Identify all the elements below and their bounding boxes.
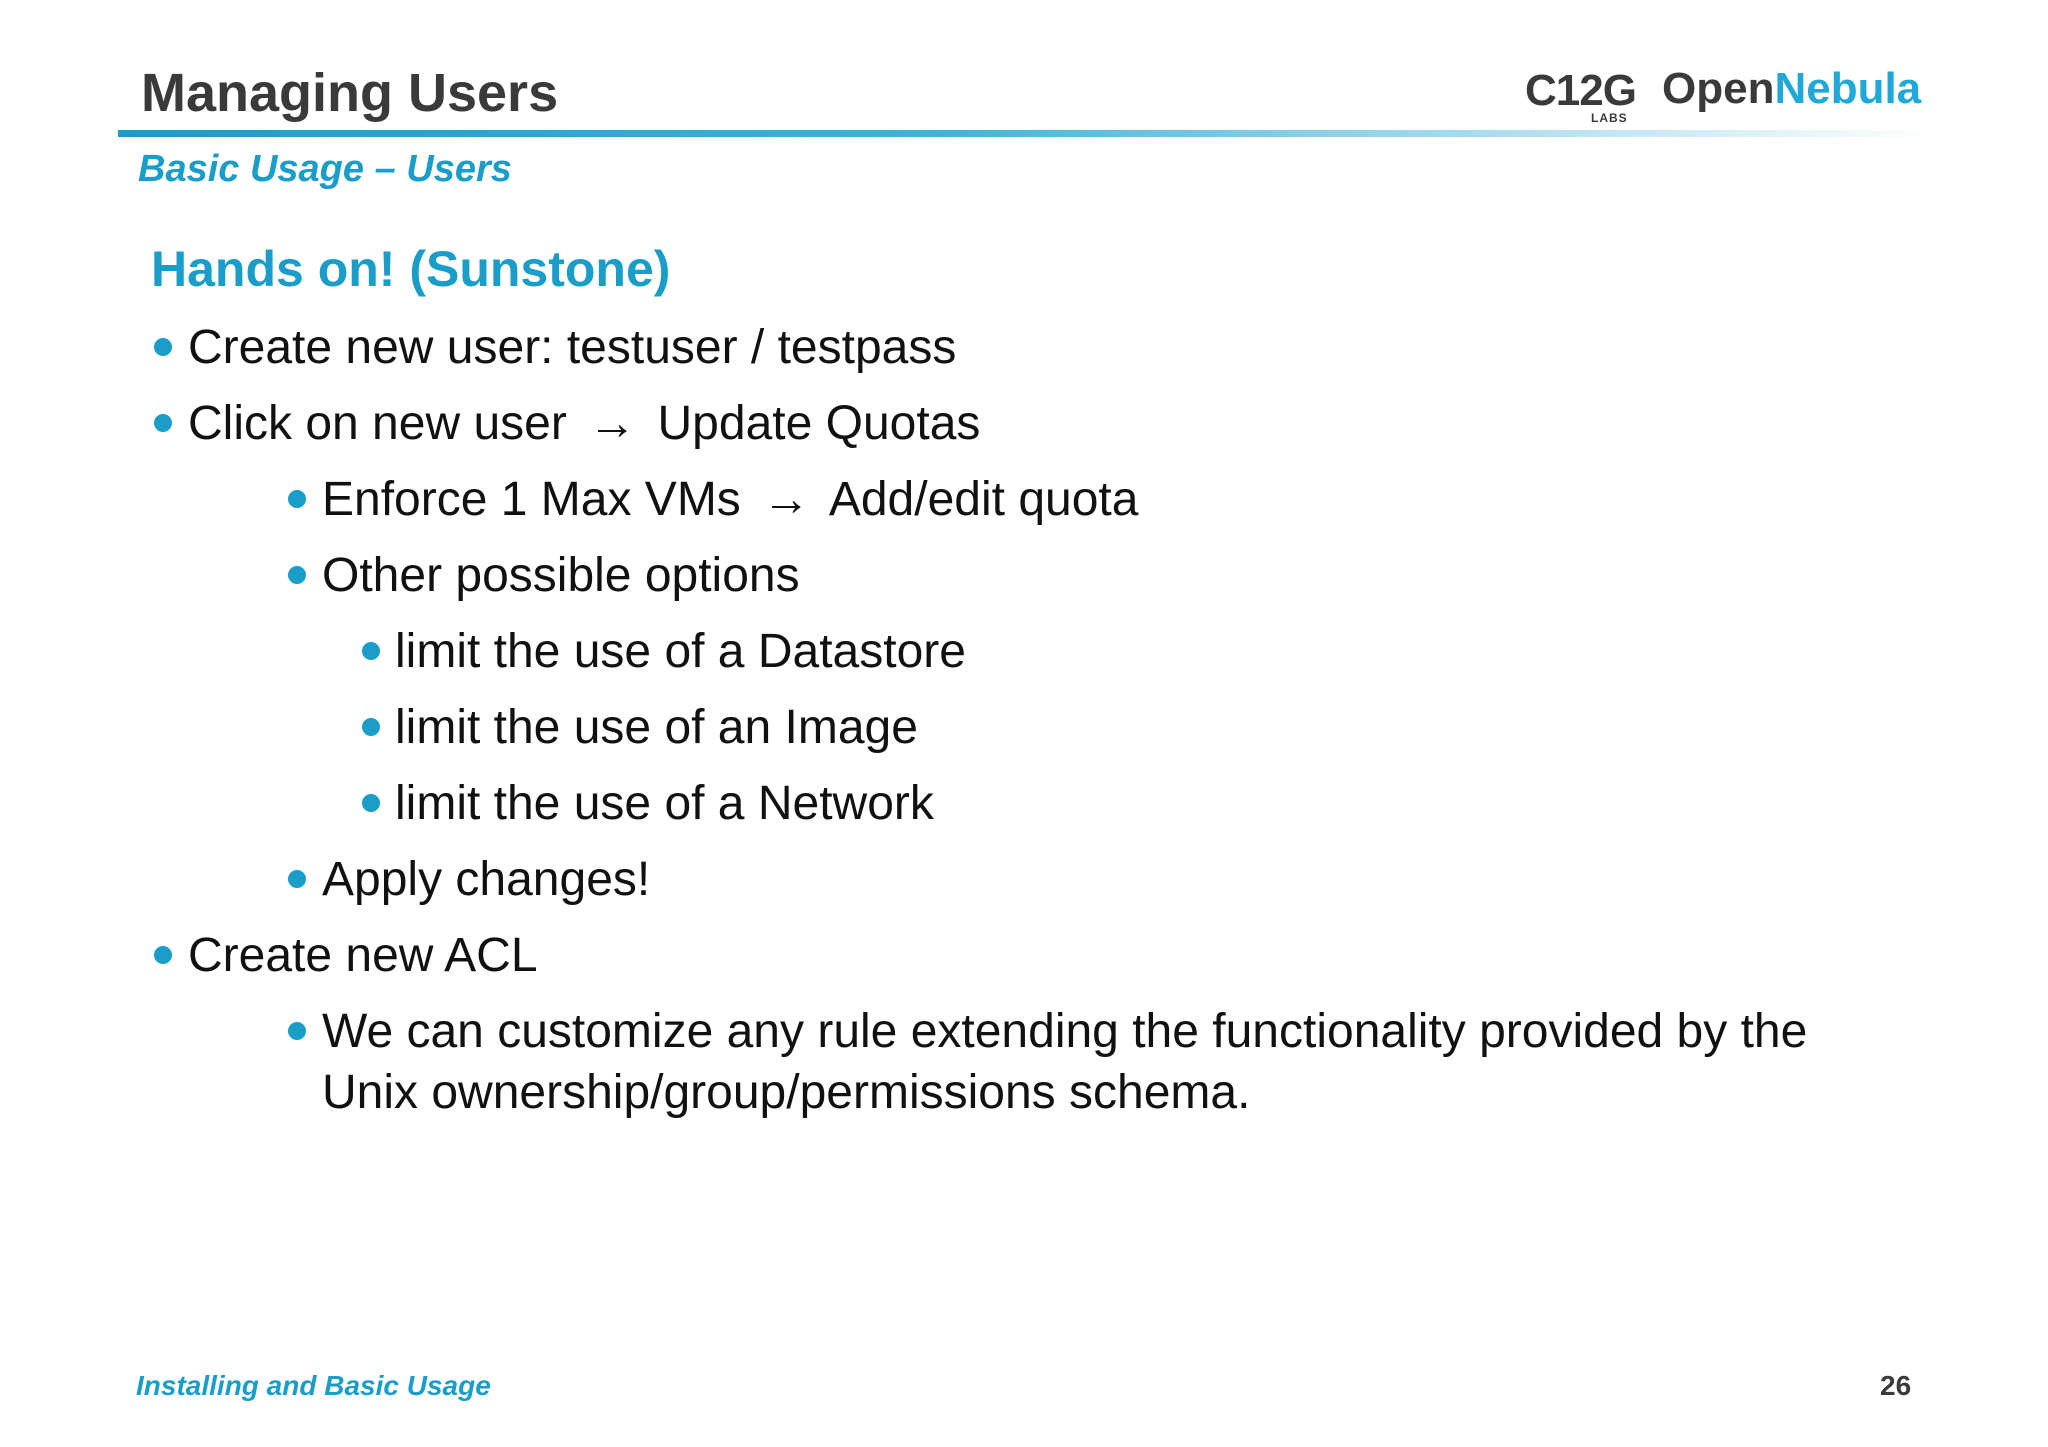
opennebula-logo-nebula: Nebula [1774,64,1922,113]
bullet-dot-icon [288,870,306,888]
bullet-dot-icon [362,642,380,660]
arrow-icon: → [588,397,637,450]
slide-subtitle: Basic Usage – Users [138,148,512,190]
list-item-text: Enforce 1 Max VMs [322,473,741,526]
bullet-dot-icon [288,1022,306,1040]
list-item-text: Create new user: testuser / testpass [188,321,957,374]
arrow-icon: → [762,473,811,526]
list-item [322,469,1138,530]
c12g-logo-text: C12G [1525,66,1636,115]
list-item-text: Click on new user [188,397,567,450]
list-item-text: We can customize any rule extending the functionality provided by the [322,1005,1808,1058]
list-item [395,621,966,682]
list-item-text: limit the use of an Image [395,701,918,754]
bullet-dot-icon [362,718,380,736]
list-item-text: Add/edit quota [828,473,1139,526]
page-number: 26 [1880,1370,1912,1401]
bullet-dot-icon [288,566,306,584]
list-item [188,393,980,454]
title-divider [118,130,1933,137]
section-heading: Hands on! (Sunstone) [151,241,671,297]
bullet-dot-icon [154,414,172,432]
list-item [322,1001,1807,1062]
list-item-text: Other possible options [322,549,800,602]
list-item-continuation [322,1062,1250,1123]
bullet-dot-icon [154,338,172,356]
list-item-text: limit the use of a Datastore [395,625,966,678]
list-item-text: Apply changes! [322,853,651,906]
bullet-dot-icon [154,946,172,964]
bullet-dot-icon [288,490,306,508]
footer-label: Installing and Basic Usage [136,1370,491,1401]
list-item-text: Update Quotas [657,397,981,450]
list-item [188,317,956,378]
list-item [188,925,538,986]
list-item [322,545,800,606]
c12g-logo [1525,66,1635,126]
opennebula-logo-open: Open [1662,64,1775,113]
list-item [395,773,934,834]
list-item [322,849,650,910]
list-item-text: Unix ownership/group/permissions schema. [322,1066,1251,1119]
slide-title: Managing Users [141,63,559,123]
bullet-dot-icon [362,794,380,812]
c12g-logo-sub: LABS [1591,111,1628,125]
list-item-text: limit the use of a Network [395,777,934,830]
list-item-text: Create new ACL [188,929,538,982]
opennebula-logo [1662,64,1921,114]
list-item [395,697,918,758]
